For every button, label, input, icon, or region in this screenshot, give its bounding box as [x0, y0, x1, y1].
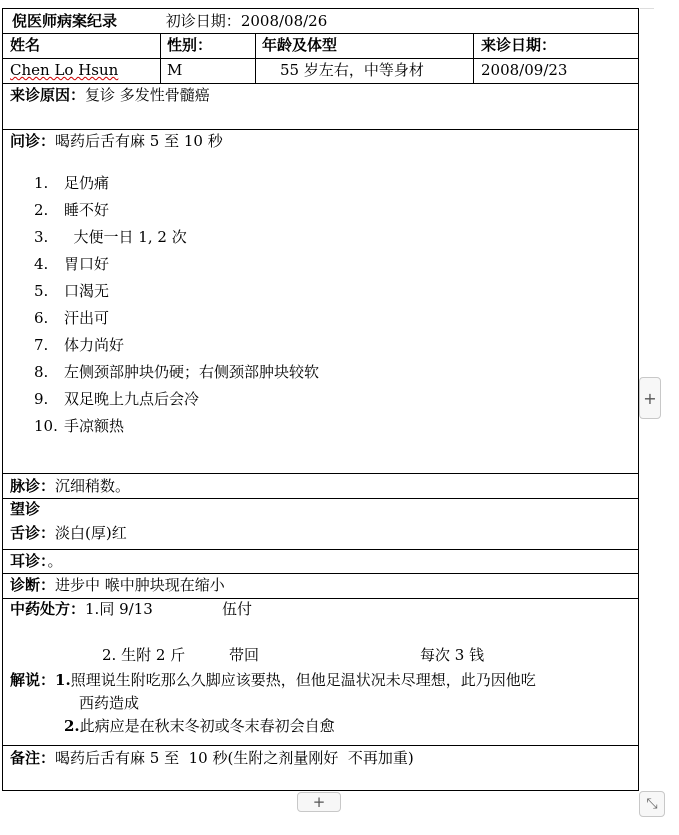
inquiry-row	[10, 132, 223, 150]
diagnosis-label: 诊断：	[10, 576, 56, 594]
page-title	[12, 10, 327, 31]
col-sep-2	[255, 33, 256, 83]
prescription-label: 中药处方：	[10, 600, 86, 618]
visit-date-label: 来诊日期：	[481, 36, 557, 54]
tongue-value: 淡白(厚)红	[55, 524, 127, 542]
inquiry-list	[34, 170, 319, 440]
visit-date-value: 2008/09/23	[481, 61, 568, 79]
rule-title	[3, 33, 638, 34]
rule-ear	[3, 573, 638, 574]
inspection-label: 望诊	[10, 500, 41, 518]
diagnosis-value: 进步中 喉中肿块现在缩小	[55, 576, 225, 594]
explanation-item1-b: 西药造成	[79, 694, 140, 712]
pulse-row	[10, 477, 130, 495]
rule-diagnosis	[3, 598, 638, 599]
add-column-button[interactable]	[639, 377, 661, 419]
resize-handle[interactable]	[639, 791, 665, 817]
explanation-item2: 此病应是在秋末冬初或冬末春初会自愈	[79, 717, 335, 735]
tongue-row	[10, 524, 127, 542]
explanation-row-2	[64, 717, 335, 735]
list-item: 8. 左侧颈部肿块仍硬；右侧颈部肿块较软	[34, 363, 320, 381]
remarks-value: 喝药后舌有麻 5 至 10 秒(生附之剂量刚好 不再加重)	[55, 749, 414, 767]
tongue-label: 舌诊：	[10, 524, 56, 542]
explanation-label: 解说：	[10, 671, 56, 689]
prescription-line2: 2. 生附 2 斤	[102, 646, 186, 664]
resize-icon: ⤡	[646, 796, 658, 812]
list-item: 5. 口渴无	[34, 282, 110, 300]
list-item: 2. 睡不好	[34, 201, 110, 219]
prescription-line2-mid: 带回	[229, 646, 260, 664]
age-label: 年龄及体型	[262, 36, 338, 54]
explanation-item1-a: 照理说生附吃那么久脚应该要热，但他足温状况未尽理想，此乃因他吃	[70, 671, 536, 689]
ear-value: 。	[47, 552, 63, 570]
sex-label: 性别：	[167, 36, 213, 54]
rule-prescription	[3, 745, 638, 746]
col-sep-1	[160, 33, 161, 83]
prescription-line1-qty: 伍付	[222, 600, 253, 618]
inquiry-intro: 喝药后舌有麻 5 至 10 秒	[55, 132, 223, 150]
list-item: 7. 体力尚好	[34, 336, 125, 354]
list-item: 9. 双足晚上九点后会冷	[34, 390, 200, 408]
ear-row	[10, 552, 63, 570]
rule-values	[3, 83, 638, 84]
age-value: 55 岁左右，中等身材	[280, 61, 424, 79]
list-item: 4. 胃口好	[34, 255, 110, 273]
list-item: 3. 大便一日 1, 2 次	[34, 228, 187, 246]
reason-value: 复诊 多发性骨髓癌	[85, 86, 210, 104]
remarks-label: 备注：	[10, 749, 56, 767]
prescription-row	[10, 600, 153, 618]
rule-pulse	[3, 498, 638, 499]
first-visit-label: 初诊日期：	[165, 12, 241, 30]
pulse-label: 脉诊：	[10, 477, 56, 495]
name-value	[10, 61, 118, 79]
list-item: 6. 汗出可	[34, 309, 110, 327]
explanation-row-1	[10, 671, 536, 689]
plus-icon: +	[643, 388, 657, 408]
reason-row	[10, 86, 210, 104]
diagnosis-row	[10, 576, 225, 594]
ear-label: 耳诊：	[10, 552, 48, 570]
explanation-item2-num: 2.	[64, 717, 80, 735]
top-edge-line	[640, 8, 654, 9]
remarks-row	[10, 749, 414, 767]
name-label: 姓名	[10, 36, 41, 54]
list-item: 10. 手凉额热	[34, 417, 125, 435]
prescription-line2-right: 每次 3 钱	[420, 646, 485, 664]
plus-icon: +	[312, 793, 326, 811]
rule-reason	[3, 129, 638, 130]
record-title: 倪医师病案纪录	[12, 12, 118, 30]
col-sep-3	[473, 33, 474, 83]
name-value-text: Chen Lo Hsun	[10, 61, 119, 79]
reason-label: 来诊原因：	[10, 86, 86, 104]
rule-header	[3, 58, 638, 59]
first-visit-date: 2008/08/26	[240, 12, 328, 30]
list-item: 1. 足仍痛	[34, 174, 110, 192]
pulse-value: 沉细稍数。	[55, 477, 131, 495]
sex-value: M	[167, 61, 183, 79]
inquiry-label: 问诊：	[10, 132, 56, 150]
prescription-line1: 1.同 9/13	[85, 600, 153, 618]
explanation-item1-num: 1.	[55, 671, 71, 689]
add-row-button[interactable]	[297, 792, 341, 812]
rule-inspection	[3, 549, 638, 550]
rule-inquiry	[3, 473, 638, 474]
